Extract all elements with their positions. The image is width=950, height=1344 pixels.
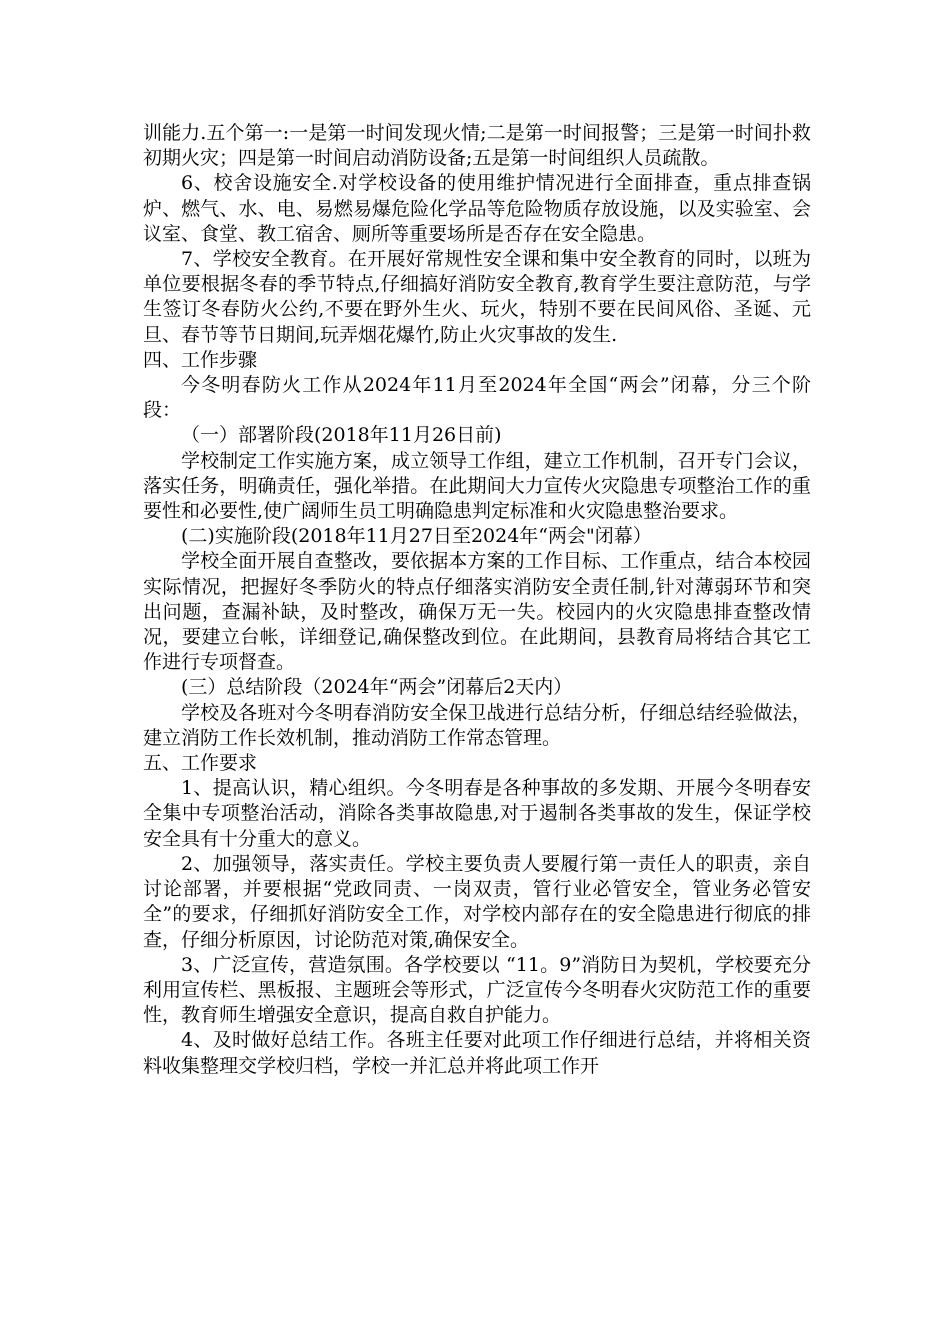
paragraph-continuation: 训能力.五个第一:一是第一时间发现火情;二是第一时间报警；三是第一时间扑救初期火灾；四是第一时间启动消防设备;五是第一时间组织人员疏散。 (143, 122, 811, 170)
stage-heading-3: (三）总结阶段（2024年“两会”闭幕后2天内） (181, 676, 573, 699)
paragraph-stage-3: 学校及各班对今冬明春消防安全保卫战进行总结分析，仔细总结经验做法，建立消防工作长效机制，推动消防工作常态管理。 (143, 701, 811, 749)
stage-heading-2: (二)实施阶段(2018年11月27日至2024年“两会"闭幕） (181, 525, 652, 548)
paragraph-requirement-1: 1、提高认识，精心组织。今冬明春是各种事故的多发期、开展今冬明春安全集中专项整治活动，消除各类事故隐患,对于遏制各类事故的发生，保证学校安全具有十分重大的意义。 (143, 777, 811, 850)
paragraph-intro-stages: 今冬明春防火工作从2024年11月至2024年全国“两会”闭幕，分三个阶段： (143, 374, 811, 422)
section-heading-5: 五、工作要求 (143, 752, 258, 775)
paragraph-stage-1: 学校制定工作实施方案，成立领导工作组，建立工作机制，召开专门会议，落实任务，明确责任，强化举措。在此期间大力宣传火灾隐患专项整治工作的重要性和必要性,使广阔师生员工明确隐患判定标准和火灾隐患整治要求。 (143, 449, 811, 523)
paragraph-requirement-4: 4、及时做好总结工作。各班主任要对此项工作仔细进行总结，并将相关资料收集整理交学校归档，学校一并汇总并将此项工作开 (143, 1029, 811, 1077)
section-heading-4: 四、工作步骤 (143, 348, 258, 371)
paragraph-item-6: 6、校舍设施安全.对学校设备的使用维护情况进行全面排查，重点排查锅炉、燃气、水、电、易燃易爆危险化学品等危险物质存放设施，以及实验室、会议室、食堂、教工宿舍、厕所等重要场所是否存在安全隐患。 (143, 172, 811, 245)
paragraph-stage-2: 学校全面开展自查整改，要依据本方案的工作目标、工作重点，结合本校园实际情况，把握好冬季防火的特点仔细落实消防安全责任制,针对薄弱环节和突出问题，查漏补缺，及时整改，确保万无一失。校园内的火灾隐患排查整改情况，要建立台帐，详细登记,确保整改到位。在此期间，县教育局将结合其它工作进行专项督查。 (143, 550, 811, 674)
document-body (143, 121, 811, 1079)
stage-heading-1: （一）部署阶段(2018年11月26日前) (181, 424, 502, 447)
paragraph-requirement-2: 2、加强领导，落实责任。学校主要负责人要履行第一责任人的职责，亲自讨论部署，并要根据“党政同责、一岗双责，管行业必管安全，管业务必管安全”的要求，仔细抓好消防安全工作，对学校内部存在的安全隐患进行彻底的排查，仔细分析原因，讨论防范对策,确保安全。 (143, 852, 811, 951)
paragraph-requirement-3: 3、广泛宣传，营造氛围。各学校要以 “11。9”消防日为契机，学校要充分利用宣传栏、黑板报、主题班会等形式，广泛宣传今冬明春火灾防范工作的重要性，教育师生增强安全意识，提高自救自护能力。 (143, 953, 811, 1027)
paragraph-item-7: 7、学校安全教育。在开展好常规性安全课和集中安全教育的同时，以班为单位要根据冬春的季节特点,仔细搞好消防安全教育,教育学生要注意防范，与学生签订冬春防火公约,不要在野外生火、玩火，特别不要在民间风俗、圣诞、元旦、春节等节日期间,玩弄烟花爆竹,防止火灾事故的发生. (143, 248, 811, 346)
